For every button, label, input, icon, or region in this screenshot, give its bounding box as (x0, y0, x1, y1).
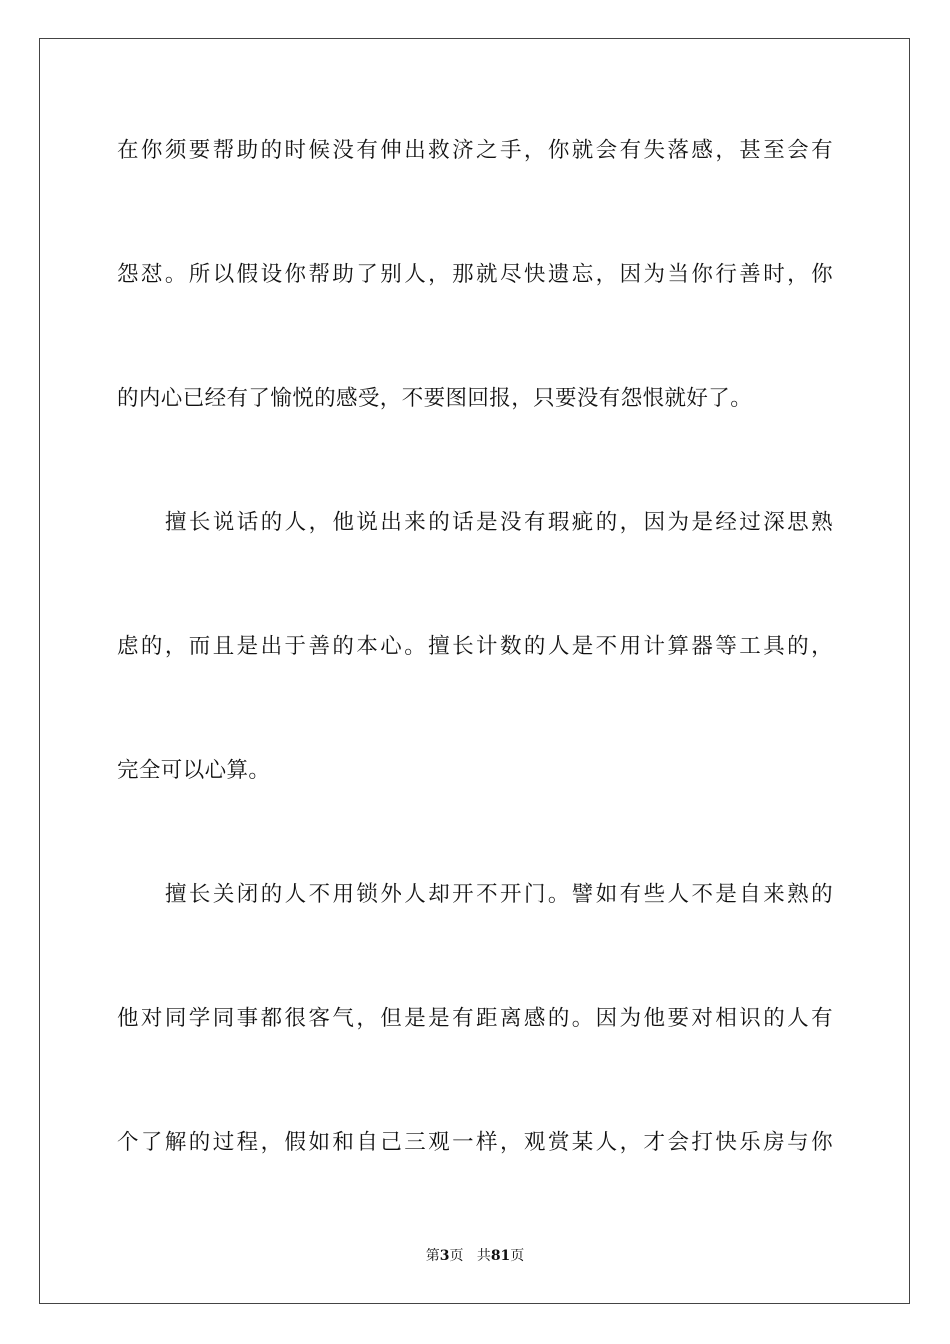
text-line-5: 虑的，而且是出于善的本心。擅长计数的人是不用计算器等工具的， (117, 634, 833, 659)
text-line-3: 的内心已经有了愉悦的感受，不要图回报，只要没有怨恨就好了。 (117, 386, 753, 411)
total-pages: 81 (490, 1248, 511, 1264)
text-line-2: 怨怼。所以假设你帮助了别人，那就尽快遗忘，因为当你行善时，你 (117, 262, 833, 287)
page-suffix: 页 (449, 1248, 464, 1264)
text-line-6: 完全可以心算。 (117, 758, 271, 783)
text-line-7: 擅长关闭的人不用锁外人却开不开门。譬如有些人不是自来熟的 (165, 882, 833, 907)
text-line-9: 个了解的过程，假如和自己三观一样，观赏某人，才会打快乐房与你 (117, 1130, 833, 1155)
page-prefix: 第 (425, 1248, 440, 1264)
text-line-4: 擅长说话的人，他说出来的话是没有瑕疵的，因为是经过深思熟 (165, 510, 833, 535)
page-number: 3 (439, 1248, 450, 1264)
page-border (39, 38, 910, 1304)
total-prefix: 共 (476, 1248, 491, 1264)
text-line-1: 在你须要帮助的时候没有伸出救济之手，你就会有失落感，甚至会有 (117, 138, 833, 163)
total-suffix: 页 (510, 1248, 525, 1264)
page-footer (0, 1247, 950, 1265)
text-line-8: 他对同学同事都很客气，但是是有距离感的。因为他要对相识的人有 (117, 1006, 833, 1031)
